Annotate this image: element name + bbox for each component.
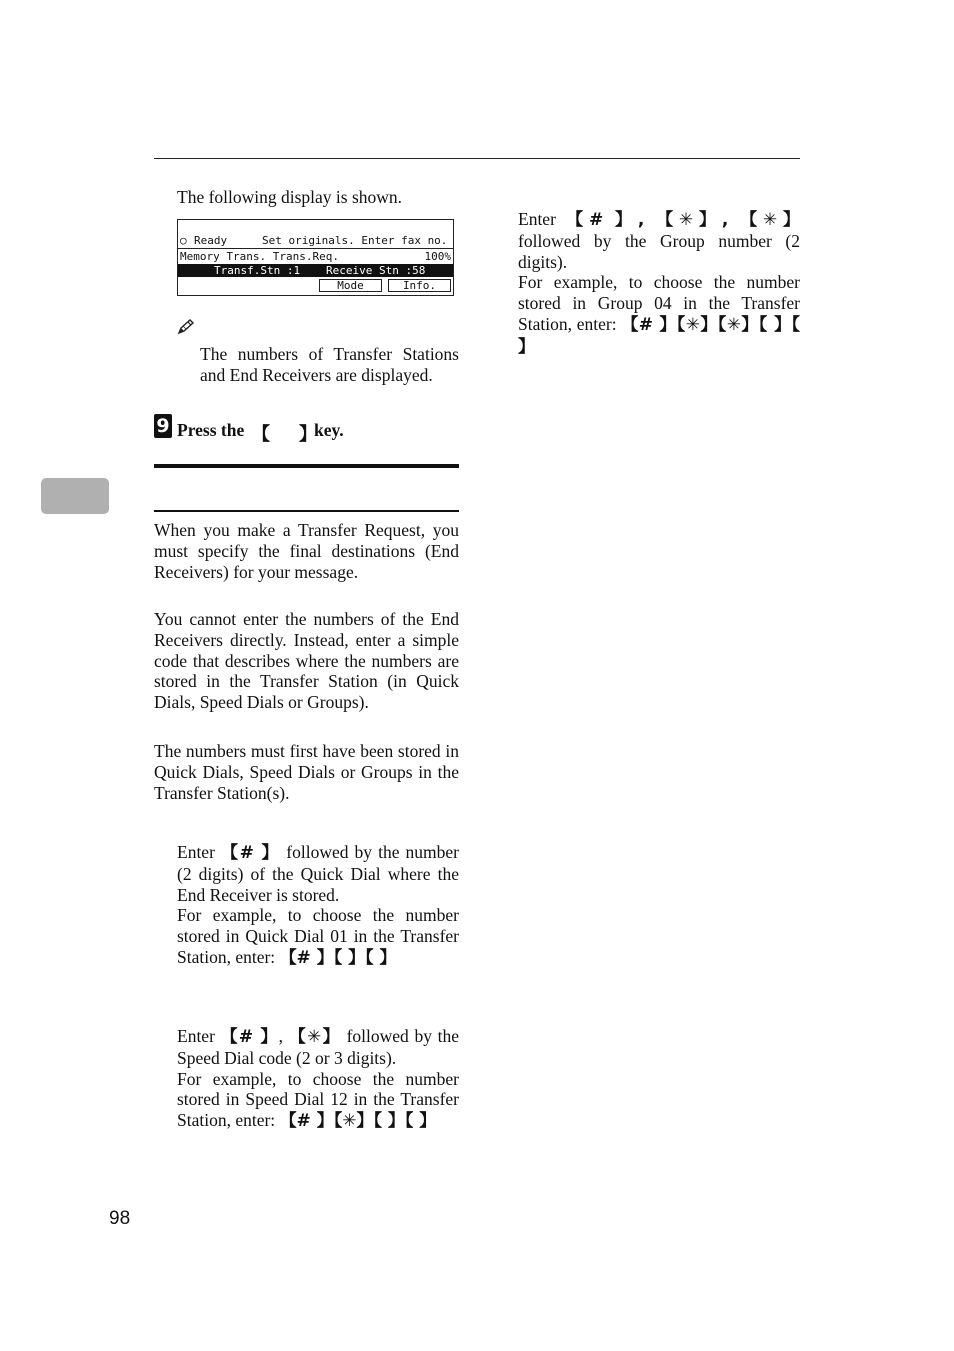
lcd-mode-text: Memory Trans. Trans.Req.: [180, 250, 339, 263]
lcd-display: [177, 219, 454, 296]
page-number: 98: [109, 1208, 131, 1229]
quick-dial-example: [177, 905, 459, 968]
quick-dial-instruction: [177, 842, 459, 905]
hash-key: 【# 】: [220, 843, 281, 863]
lcd-mode-button[interactable]: Mode: [319, 279, 382, 292]
section-paragraph-1: When you make a Transfer Request, you must specify the final destinations (End Receivers) for your message.: [154, 520, 459, 582]
header-rule: [154, 158, 800, 159]
quick-dial-example-keys: 【# 】【 】【 】: [279, 947, 397, 968]
group-instruction: [518, 209, 800, 272]
group-rest: followed by the Group number (2 digits).: [518, 230, 800, 272]
step-prefix: Press the: [177, 420, 245, 440]
speed-dial-rest: followed by the Speed Dial code (2 or 3 digits).: [177, 1026, 460, 1068]
group-example-text: For example, to choose the number stored in Group 04 in the Transfer Station, enter:: [518, 272, 800, 334]
section-paragraph-2: You cannot enter the numbers of the End Receivers directly. Instead, enter a simple code that describes where the numbers are stored in the Transfer Station (in Quick Dials, Speed Dials or Groups).: [154, 609, 459, 713]
step-suffix: key.: [314, 420, 344, 440]
group-example-keys: 【# 】【✳】【✳】【 】【 】: [518, 314, 800, 357]
step-number-badge: 9: [154, 414, 172, 438]
key-bracket-close: 】: [299, 424, 317, 445]
lcd-info-button[interactable]: Info.: [388, 279, 451, 292]
lcd-divider: [178, 248, 453, 249]
speed-dial-example-keys: 【# 】【✳】【 】【 】: [279, 1111, 437, 1132]
step-9: [154, 414, 474, 445]
group-prefix-keys: 【# 】, 【✳】, 【✳】: [566, 210, 801, 230]
section-rule-thick: [154, 464, 459, 468]
star-key: 【✳】: [288, 1027, 341, 1047]
lcd-row-3: [178, 264, 453, 277]
quick-dial-rest: followed by the number (2 digits) of the Quick Dial where the End Receiver is stored.: [177, 842, 459, 905]
speed-dial-instruction: [177, 1026, 459, 1069]
lcd-scale: 100%: [424, 250, 451, 263]
speed-dial-comma: ,: [278, 1026, 284, 1046]
group-enter: Enter: [518, 209, 556, 229]
lcd-receive-station: Receive Stn :58: [326, 264, 426, 277]
speed-dial-block: [177, 1026, 459, 1132]
lcd-row-2: [180, 250, 451, 263]
intro-text: The following display is shown.: [177, 187, 403, 207]
group-block: [518, 209, 800, 358]
speed-dial-enter: Enter: [177, 1026, 215, 1046]
lcd-message: Set originals. Enter fax no.: [262, 234, 448, 247]
chapter-tab-marker: [41, 478, 109, 514]
lcd-ready-circle-icon: ○: [180, 234, 187, 247]
speed-dial-example-text: For example, to choose the number stored in Speed Dial 12 in the Transfer Station, enter:: [177, 1068, 459, 1131]
pencil-icon: [176, 318, 196, 336]
quick-dial-enter: Enter: [177, 842, 215, 862]
lcd-status: Ready: [194, 234, 228, 247]
quick-dial-example-text: For example, to choose the number stored in Quick Dial 01 in the Transfer Station, enter:: [177, 905, 459, 967]
section-rule-thin: [154, 510, 459, 512]
note-text: The numbers of Transfer Stations and End Receivers are displayed.: [200, 344, 459, 385]
group-example: [518, 272, 800, 357]
section-paragraph-3: The numbers must first have been stored in Quick Dials, Speed Dials or Groups in the Transfer Station(s).: [154, 741, 459, 803]
key-bracket-open: 【: [252, 424, 270, 445]
quick-dial-block: [177, 842, 459, 969]
hash-key: 【# 】: [220, 1027, 279, 1047]
speed-dial-example: [177, 1069, 459, 1132]
lcd-transfer-station: Transf.Stn :1: [214, 264, 301, 277]
lcd-row-1: [180, 234, 451, 247]
